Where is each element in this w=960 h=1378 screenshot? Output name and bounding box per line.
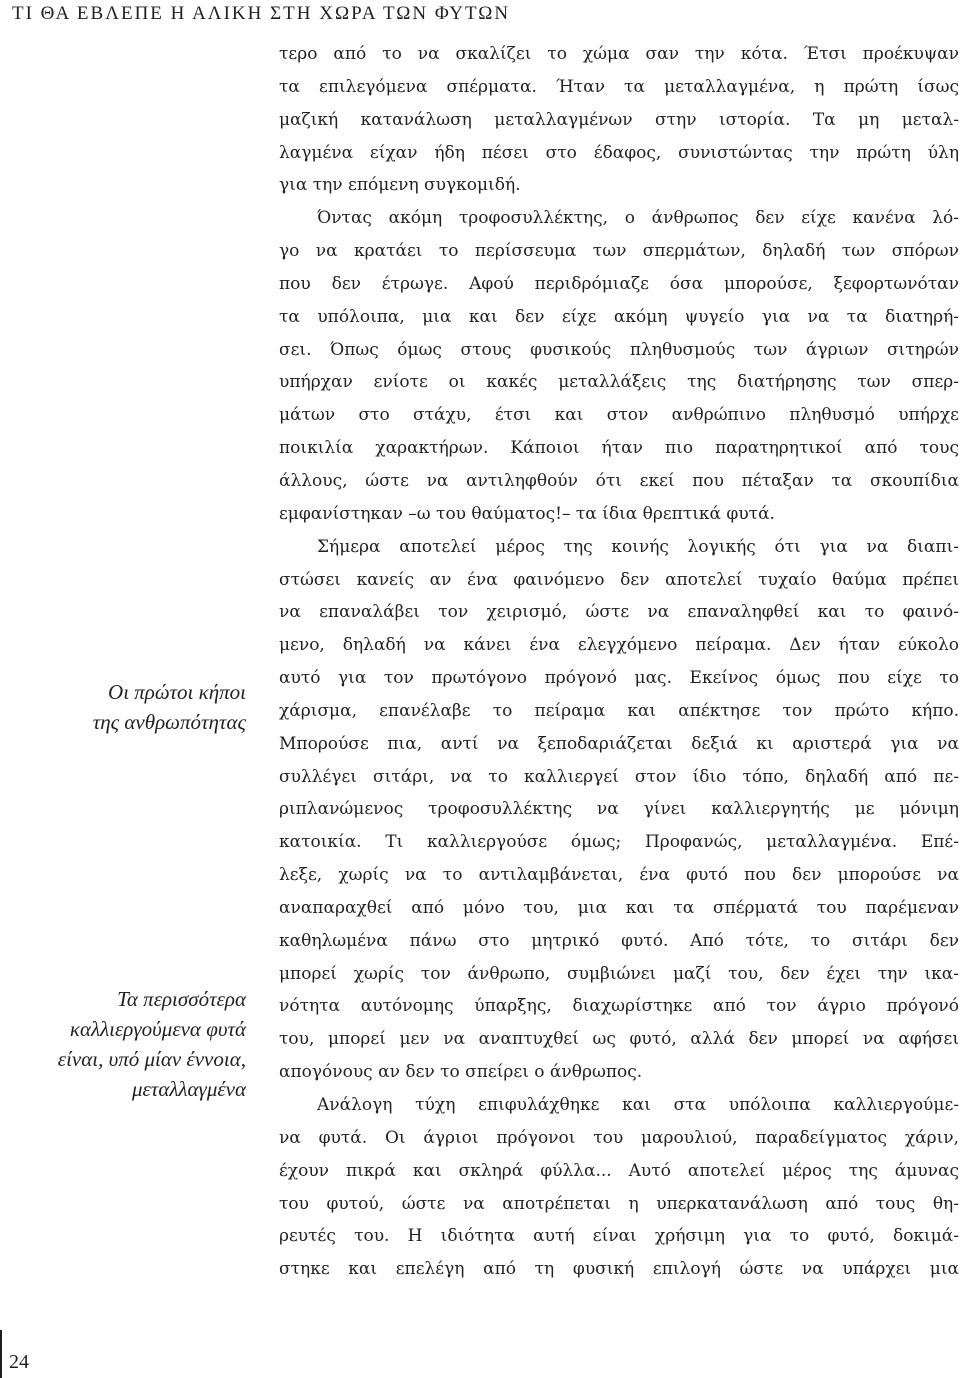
- text-line: υπήρχαν ενίοτε οι κακές μεταλλάξεις της διατήρησης των σπερ-: [279, 372, 959, 393]
- text-line: χάρισμα, επανέλαβε το πείραμα και απέκτησε τον πρώτο κήπο.: [279, 700, 959, 721]
- page-rule: [0, 1330, 2, 1378]
- margin-note-line: καλλιεργούμενα φυτά: [69, 1017, 246, 1041]
- text-line: εμφανίστηκαν –ω του θαύματος!– τα ίδια θρεπτικά φυτά.: [279, 503, 775, 524]
- text-line: τερο από το να σκαλίζει το χώμα σαν την κότα. Έτσι προέκυψαν: [279, 44, 959, 64]
- text-line: ποικιλία χαρακτήρων. Κάποιοι ήταν πιο παρατηρητικοί από τους: [279, 438, 959, 459]
- margin-note-line: της ανθρωπότητας: [92, 710, 246, 734]
- text-line: άλλους, ώστε να αντιληφθούν ότι εκεί που πέταξαν τα σκουπίδια: [279, 470, 959, 491]
- body-text: [279, 38, 959, 1286]
- text-line: τα επιλεγόμενα σπέρματα. Ήταν τα μεταλλαγμένα, η πρώτη ίσως: [279, 76, 959, 97]
- text-line: μαζική κατανάλωση μεταλλαγμένων στην ιστορία. Τα μη μεταλ-: [279, 109, 959, 130]
- text-line: έχουν πικρά και σκληρά φύλλα... Αυτό αποτελεί μέρος της άμυνας: [279, 1160, 959, 1181]
- text-line: του, μπορεί μεν να αναπτυχθεί ως φυτό, αλλά δεν μπορεί να αφήσει: [279, 1029, 959, 1050]
- text-line: λεξε, χωρίς να το αντιλαμβάνεται, ένα φυτό που δεν μπορούσε να: [279, 865, 959, 886]
- text-line: μενο, δηλαδή να κάνει ένα ελεγχόμενο πείραμα. Δεν ήταν εύκολο: [279, 635, 959, 656]
- text-line: γο να κρατάει το περίσσευμα των σπερμάτων, δηλαδή των σπόρων: [279, 241, 959, 262]
- text-line: συλλέγει σιτάρι, να το καλλιεργεί στον ίδιο τόπο, δηλαδή από πε-: [279, 766, 959, 787]
- margin-note-line: μεταλλαγμένα: [131, 1077, 246, 1101]
- text-line: αυτό για τον πρωτόγονο πρόγονό μας. Εκείνος όμως που είχε το: [279, 668, 959, 689]
- text-line: μάτων στο στάχυ, έτσι και στον ανθρώπινο πληθυσμό υπήρχε: [279, 405, 959, 426]
- margin-note-line: Τα περισσότερα: [117, 987, 246, 1011]
- text-line: που δεν έτρωγε. Αφού περιδρόμιαζε όσα μπορούσε, ξεφορτωνόταν: [279, 273, 959, 294]
- text-line: μπορεί χωρίς τον άνθρωπο, συμβιώνει μαζί του, δεν έχει την ικα-: [279, 963, 959, 984]
- text-line: του φυτού, ώστε να αποτρέπεται η υπερκατανάλωση από τους θη-: [279, 1193, 959, 1214]
- text-line: κατοικία. Τι καλλιεργούσε όμως; Προφανώς, μεταλλαγμένα. Επέ-: [279, 832, 959, 853]
- text-line: στηκε και επελέγη από τη φυσική επιλογή ώστε να υπάρχει μια: [279, 1259, 959, 1280]
- text-line: τα υπόλοιπα, μια και δεν είχε ακόμη ψυγείο για να τα διατηρή-: [279, 306, 959, 327]
- text-line: Μπορούσε πια, αντί να ξεποδαριάζεται δεξιά κι αριστερά για να: [279, 733, 959, 754]
- margin-note-line: Οι πρώτοι κήποι: [108, 680, 246, 704]
- text-line: για την επόμενη συγκομιδή.: [279, 175, 521, 196]
- text-line: σει. Όπως όμως στους φυσικούς πληθυσμούς των άγριων σιτηρών: [279, 339, 959, 360]
- text-line: απογόνους αν δεν το σπείρει ο άνθρωπος.: [279, 1062, 643, 1083]
- text-line: καθηλωμένα πάνω στο μητρικό φυτό. Από τότε, το σιτάρι δεν: [279, 930, 959, 951]
- margin-note-cultivated-plants: [26, 984, 246, 1104]
- running-head: ΤΙ ΘΑ ΕΒΛΕΠΕ Η ΑΛΙΚΗ ΣΤΗ ΧΩΡΑ ΤΩΝ ΦΥΤΩΝ: [12, 3, 511, 24]
- text-line: νότητα αυτόνομης ύπαρξης, διαχωρίστηκε από τον άγριο πρόγονό: [279, 996, 959, 1017]
- text-line: Όντας ακόμη τροφοσυλλέκτης, ο άνθρωπος δεν είχε κανένα λό-: [317, 208, 959, 229]
- text-line: Σήμερα αποτελεί μέρος της κοινής λογικής ότι για να διαπι-: [317, 536, 959, 557]
- text-line: ρευτές του. Η ιδιότητα αυτή είναι χρήσιμη για το φυτό, δοκιμά-: [279, 1226, 959, 1247]
- text-line: λαγμένα είχαν ήδη πέσει στο έδαφος, συνιστώντας την πρώτη ύλη: [279, 142, 959, 163]
- text-line: αναπαραχθεί από μόνο του, μια και τα σπέρματά του παρέμεναν: [279, 897, 959, 918]
- margin-note-first-gardens: [26, 677, 246, 737]
- text-line: να φυτά. Οι άγριοι πρόγονοι του μαρουλιού, παραδείγματος χάριν,: [279, 1127, 959, 1148]
- margin-note-line: είναι, υπό μίαν έννοια,: [57, 1047, 246, 1071]
- text-line: να επαναλάβει τον χειρισμό, ώστε να επαναληφθεί και το φαινό-: [279, 602, 959, 623]
- text-line: στώσει κανείς αν ένα φαινόμενο δεν αποτελεί τυχαίο θαύμα πρέπει: [279, 569, 959, 590]
- text-line: ριπλανώμενος τροφοσυλλέκτης να γίνει καλλιεργητής με μόνιμη: [279, 799, 959, 820]
- text-line: Ανάλογη τύχη επιφυλάχθηκε και στα υπόλοιπα καλλιεργούμε-: [317, 1095, 959, 1115]
- page-number: 24: [9, 1351, 29, 1373]
